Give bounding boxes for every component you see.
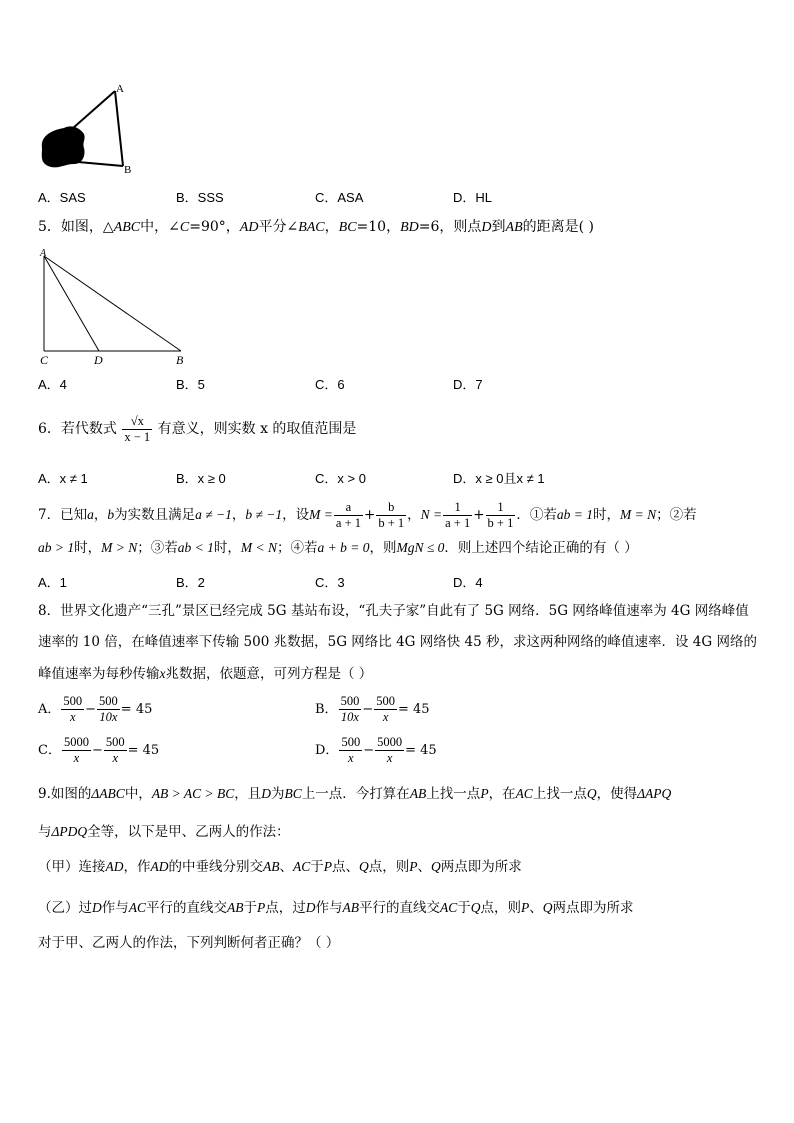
q7-m-eq: M = [309, 507, 333, 522]
q9-p: P [480, 786, 489, 801]
q9-jia-p: P [323, 859, 333, 874]
q7-plus-2: + [473, 507, 485, 523]
q6-denominator: x − 1 [124, 429, 151, 444]
q9-yi-ac: AC [128, 900, 147, 915]
q7-line-2 [38, 538, 638, 558]
q9-t4: 为 [271, 786, 285, 802]
q7-sep-2: ， [407, 507, 421, 523]
q8-a-frac-2-den: 10x [99, 710, 118, 724]
q9-yi-ab: AB [227, 900, 244, 915]
q8-a-frac-1 [61, 694, 84, 725]
q4-segment-b-left [78, 162, 123, 166]
q8-a-minus: − [85, 702, 97, 717]
q5-segment-ab [44, 256, 181, 351]
q9-jia-7: 点，则 [368, 859, 410, 875]
q9-yi-q: Q [470, 900, 481, 915]
q9-yi-4: 于 [243, 900, 258, 916]
q8-option-a-label: A． [38, 702, 61, 717]
q9-yi-2: 作与 [101, 900, 129, 916]
q8-b-frac-1-den: 10x [340, 710, 359, 724]
q5-number: 5． [38, 219, 61, 235]
q9-yi-dd: D [305, 900, 316, 915]
q8-x: x [159, 666, 166, 681]
q7-n-frac-2 [486, 500, 516, 531]
q5-text-4: 平分∠ [258, 219, 299, 235]
q8-option-d-label: D． [315, 743, 339, 758]
q9-yi-3: 平行的直线交 [146, 900, 228, 916]
q8-d-rhs: = 45 [405, 743, 437, 758]
q7-m-frac-2 [376, 500, 406, 531]
q9-tri: ΔABC [91, 786, 125, 801]
q7-a: a [87, 507, 94, 522]
q7-text-4: ，设 [282, 507, 310, 523]
q7-n-frac-1-den: a + 1 [445, 516, 471, 530]
q8-line-1: 8．世界文化遗产“三孔”景区已经完成 5G 基站布设，“孔夫子家”自此有了 5G 网络．5G 网络峰值速率为 4G 网络峰值 [38, 603, 749, 619]
q8-c-frac-1 [62, 735, 91, 766]
q7-text-3: 为实数且满足 [114, 507, 196, 523]
q7-mgn-le: MgN ≤ 0 [396, 540, 445, 555]
q7-b: b [107, 507, 115, 522]
q9-yi-ab2: AB [342, 900, 360, 915]
q5-ad: AD [239, 220, 259, 235]
q7-line-1 [38, 498, 697, 532]
q7-m-frac-1-den: a + 1 [335, 516, 361, 530]
q5-text-3: =90°， [189, 219, 240, 235]
q7-option-d[interactable]: D．4 [453, 575, 483, 590]
q9-jia-ab: AB [263, 859, 280, 874]
q9-bc: BC [284, 786, 302, 801]
q5-text-6: =10， [356, 219, 401, 235]
q9-jia-9: 两点即为所求 [440, 859, 522, 875]
q8-line-3 [38, 664, 372, 684]
q9-jia-1: （甲）连接 [38, 859, 106, 875]
q9-yi-6: 作与 [315, 900, 343, 916]
q9-yi-7: 平行的直线交 [359, 900, 441, 916]
q9-jia-3: 的中垂线分别交 [168, 859, 263, 875]
q8-c-frac-1-num: 5000 [63, 735, 89, 749]
q7-m-frac-2-num: b [376, 500, 406, 516]
q7-n-frac-2-num: 1 [486, 500, 516, 516]
q7-text-11: ；④若 [277, 540, 318, 556]
q9-jia-8: 、 [417, 859, 432, 875]
q9-line-1 [38, 784, 671, 804]
q7-a-plus-b: a + b = 0 [317, 540, 370, 555]
q5-segment-ad [44, 256, 99, 351]
q9-jia-2: ，作 [123, 859, 151, 875]
q9-pdq: ΔPDQ [51, 824, 88, 839]
q8-c-frac-1-den: x [73, 751, 80, 765]
q8-d-minus: − [363, 743, 375, 758]
q9-ab: AB [409, 786, 427, 801]
q8-a-frac-1-num: 500 [63, 694, 83, 708]
q5-text-8: 到 [491, 219, 506, 235]
q7-m-frac-1 [334, 500, 363, 531]
q8-c-frac-2-num: 500 [105, 735, 125, 749]
q8-a-frac-2 [97, 694, 120, 725]
q7-text-10: 时， [213, 540, 241, 556]
q9-yi-9: 点，则 [480, 900, 522, 916]
q9-yi-8: 于 [457, 900, 471, 916]
q9-t1: 9.如图的 [38, 786, 92, 802]
q4-option-b[interactable]: B．SSS [176, 190, 224, 205]
q7-m-frac-1-num: a [334, 500, 363, 516]
q7-m-gt-n: M > N [101, 540, 138, 555]
q9-final-question: 对于甲、乙两人的作法，下列判断何者正确？（ ） [38, 935, 340, 951]
q9-jia-ac: AC [293, 859, 311, 874]
q6-post: 有意义，则实数 x 的取值范围是 [157, 421, 357, 437]
q8-c-frac-2 [104, 735, 127, 766]
q7-n-frac-2-den: b + 1 [487, 516, 514, 530]
q9-apq: ΔAPQ [637, 786, 672, 801]
q5-bac: BAC [298, 220, 325, 235]
q4-option-c[interactable]: C．ASA [315, 190, 364, 205]
q7-m-lt-n: M < N [240, 540, 277, 555]
q7-text-12: ，则 [369, 540, 397, 556]
q7-text-2: ， [93, 507, 108, 523]
q9-yi-ac2: AC [440, 900, 458, 915]
q9-jia-ad: AD [105, 859, 124, 874]
q9-d: D [261, 786, 272, 801]
q9-jia-q2: Q [431, 859, 441, 874]
q9-yi-p2: P [521, 900, 530, 915]
q8-option-d[interactable] [315, 731, 437, 771]
q8-c-rhs: = 45 [127, 743, 160, 758]
q9-jia-5: 于 [310, 859, 324, 875]
q8-b-frac-2 [374, 694, 397, 725]
q8-c-minus: − [91, 743, 103, 758]
q8-d-frac-1-den: x [348, 751, 354, 765]
q9-yi-p: P [257, 900, 266, 915]
q8-d-frac-2-den: x [386, 751, 393, 765]
q6-option-b[interactable]: B．x ≥ 0 [176, 471, 226, 486]
q8-text-3b: 兆数据，依题意，可列方程是（ ） [165, 666, 373, 682]
q5-label-d: D [94, 353, 103, 367]
q9-t11: 全等，以下是甲、乙两人的作法： [87, 824, 290, 840]
q8-d-frac-2 [375, 735, 404, 766]
q8-d-frac-1-num: 500 [341, 735, 361, 749]
q9-t3: ，且 [234, 786, 262, 802]
q5-option-b[interactable]: B．5 [176, 377, 205, 392]
q6-option-d[interactable]: D．x ≥ 0且x ≠ 1 [453, 471, 545, 486]
q9-t9: ，使得 [596, 786, 638, 802]
q5-text-2: 中，∠ [140, 219, 180, 235]
q7-ab-lt-1: ab < 1 [177, 540, 214, 555]
q7-sep-1: ， [231, 507, 246, 523]
q5-text-1: 如图，△ [60, 219, 114, 235]
q5-c: C [179, 220, 190, 235]
q8-a-frac-2-num: 500 [99, 694, 118, 708]
q6-fraction [122, 414, 152, 445]
q4-label-b: B [124, 164, 132, 176]
q6-stem [38, 412, 356, 446]
q9-t2: 中， [124, 786, 152, 802]
q7-cond-b: b ≠ −1 [245, 507, 283, 522]
q9-jia-q: Q [359, 859, 369, 874]
q9-t7: ，在 [488, 786, 516, 802]
q6-pre: 6．若代数式 [38, 421, 117, 437]
q8-b-rhs: = 45 [397, 702, 430, 717]
q6-numerator: √x [122, 414, 152, 430]
q8-b-minus: − [362, 702, 374, 717]
q9-line-2 [38, 822, 290, 842]
q8-option-a[interactable] [38, 690, 152, 730]
q7-ab-eq-1: ab = 1 [556, 507, 593, 522]
q4-option-d[interactable]: D．HL [453, 190, 493, 205]
q8-option-b[interactable] [315, 690, 430, 730]
q8-text-3a: 峰值速率为每秒传输 [38, 666, 160, 682]
q9-yi-11: 两点即为所求 [552, 900, 634, 916]
q9-yi-5: 点，过 [265, 900, 306, 916]
q7-text-9: ；③若 [137, 540, 178, 556]
q9-yi-q2: Q [542, 900, 553, 915]
q7-option-c[interactable]: C．3 [315, 575, 345, 590]
q4-ink-blot [42, 126, 85, 167]
q5-option-d[interactable]: D．7 [453, 377, 483, 392]
q9-ineq: AB > AC > BC [151, 786, 235, 801]
q5-label-a: A [40, 248, 47, 259]
q9-t10: 与 [38, 824, 52, 840]
q8-d-frac-2-num: 5000 [377, 735, 403, 749]
q5-bd: BD [400, 220, 419, 235]
q7-n-eq: N = [420, 507, 443, 522]
q5-bc: BC [338, 220, 357, 235]
q8-c-frac-2-den: x [112, 751, 119, 765]
q5-abc: ABC [113, 220, 141, 235]
q7-text-1: 7．已知 [38, 507, 88, 523]
q8-line-2: 速率的 10 倍，在峰值速率下传输 500 兆数据，5G 网络比 4G 网络快 45 秒，求这两种网络的峰值速率．设 4G 网络的 [38, 634, 757, 650]
q8-b-frac-2-den: x [382, 710, 389, 724]
q5-option-c[interactable]: C．6 [315, 377, 345, 392]
q8-option-b-label: B． [315, 702, 338, 717]
q9-jia-4: 、 [279, 859, 293, 875]
q9-jia-ad2: AD [150, 859, 169, 874]
q7-text-5: ．①若 [516, 507, 557, 523]
q9-yi-10: 、 [529, 900, 543, 916]
q8-b-frac-1-num: 500 [340, 694, 360, 708]
q9-yi-d: D [92, 900, 102, 915]
q7-plus-1: + [364, 507, 376, 523]
q5-option-a[interactable]: A．4 [38, 377, 67, 392]
q8-option-c-label: C． [38, 743, 61, 758]
q9-jia-p2: P [409, 859, 418, 874]
q5-label-b: B [176, 353, 184, 367]
q5-text-5: ， [324, 219, 339, 235]
q9-method-jia [38, 857, 522, 877]
q8-b-frac-1 [339, 694, 362, 725]
q6-option-a[interactable]: A．x ≠ 1 [38, 471, 88, 486]
q7-n-frac-1 [443, 500, 472, 531]
q4-segment-a-b [115, 91, 123, 166]
q4-label-a: A [116, 83, 124, 95]
q7-text-8: 时， [74, 540, 102, 556]
q5-label-c: C [40, 353, 49, 367]
q7-m-frac-2-den: b + 1 [378, 516, 405, 530]
q5-text-9: 的距离是( ) [522, 219, 594, 235]
q9-ac: AC [515, 786, 533, 801]
q9-yi-1: （乙）过 [38, 900, 92, 916]
q5-triangle-figure [36, 246, 196, 370]
q7-text-6: 时， [592, 507, 620, 523]
q9-t5: 上一点．今打算在 [301, 786, 410, 802]
q7-option-b[interactable]: B．2 [176, 575, 205, 590]
q6-option-c[interactable]: C．x > 0 [315, 471, 366, 486]
q7-text-7: ；②若 [656, 507, 697, 523]
q4-option-a[interactable]: A．SAS [38, 190, 86, 205]
q7-text-13: ．则上述四个结论正确的有（ ） [444, 540, 638, 556]
q8-b-frac-2-num: 500 [376, 694, 395, 708]
q7-ab-gt-1: ab > 1 [38, 540, 75, 555]
q7-option-a[interactable]: A．1 [38, 575, 67, 590]
q8-option-c[interactable] [38, 731, 159, 771]
q5-ab: AB [505, 220, 523, 235]
q7-cond-a: a ≠ −1 [195, 507, 232, 522]
q9-q: Q [586, 786, 597, 801]
q9-t6: 上找一点 [426, 786, 481, 802]
q4-triangle-figure [34, 78, 144, 178]
q8-d-frac-1 [339, 735, 362, 766]
q5-stem [38, 217, 594, 238]
q8-a-rhs: = 45 [120, 702, 153, 717]
q5-d: D [481, 220, 492, 235]
q7-m-eq-n: M = N [619, 507, 657, 522]
q8-a-frac-1-den: x [69, 710, 76, 724]
q9-t8: 上找一点 [532, 786, 587, 802]
q9-jia-6: 点、 [332, 859, 360, 875]
q7-n-frac-1-num: 1 [443, 500, 472, 516]
q5-text-7: =6，则点 [418, 219, 482, 235]
q9-method-yi [38, 898, 634, 918]
